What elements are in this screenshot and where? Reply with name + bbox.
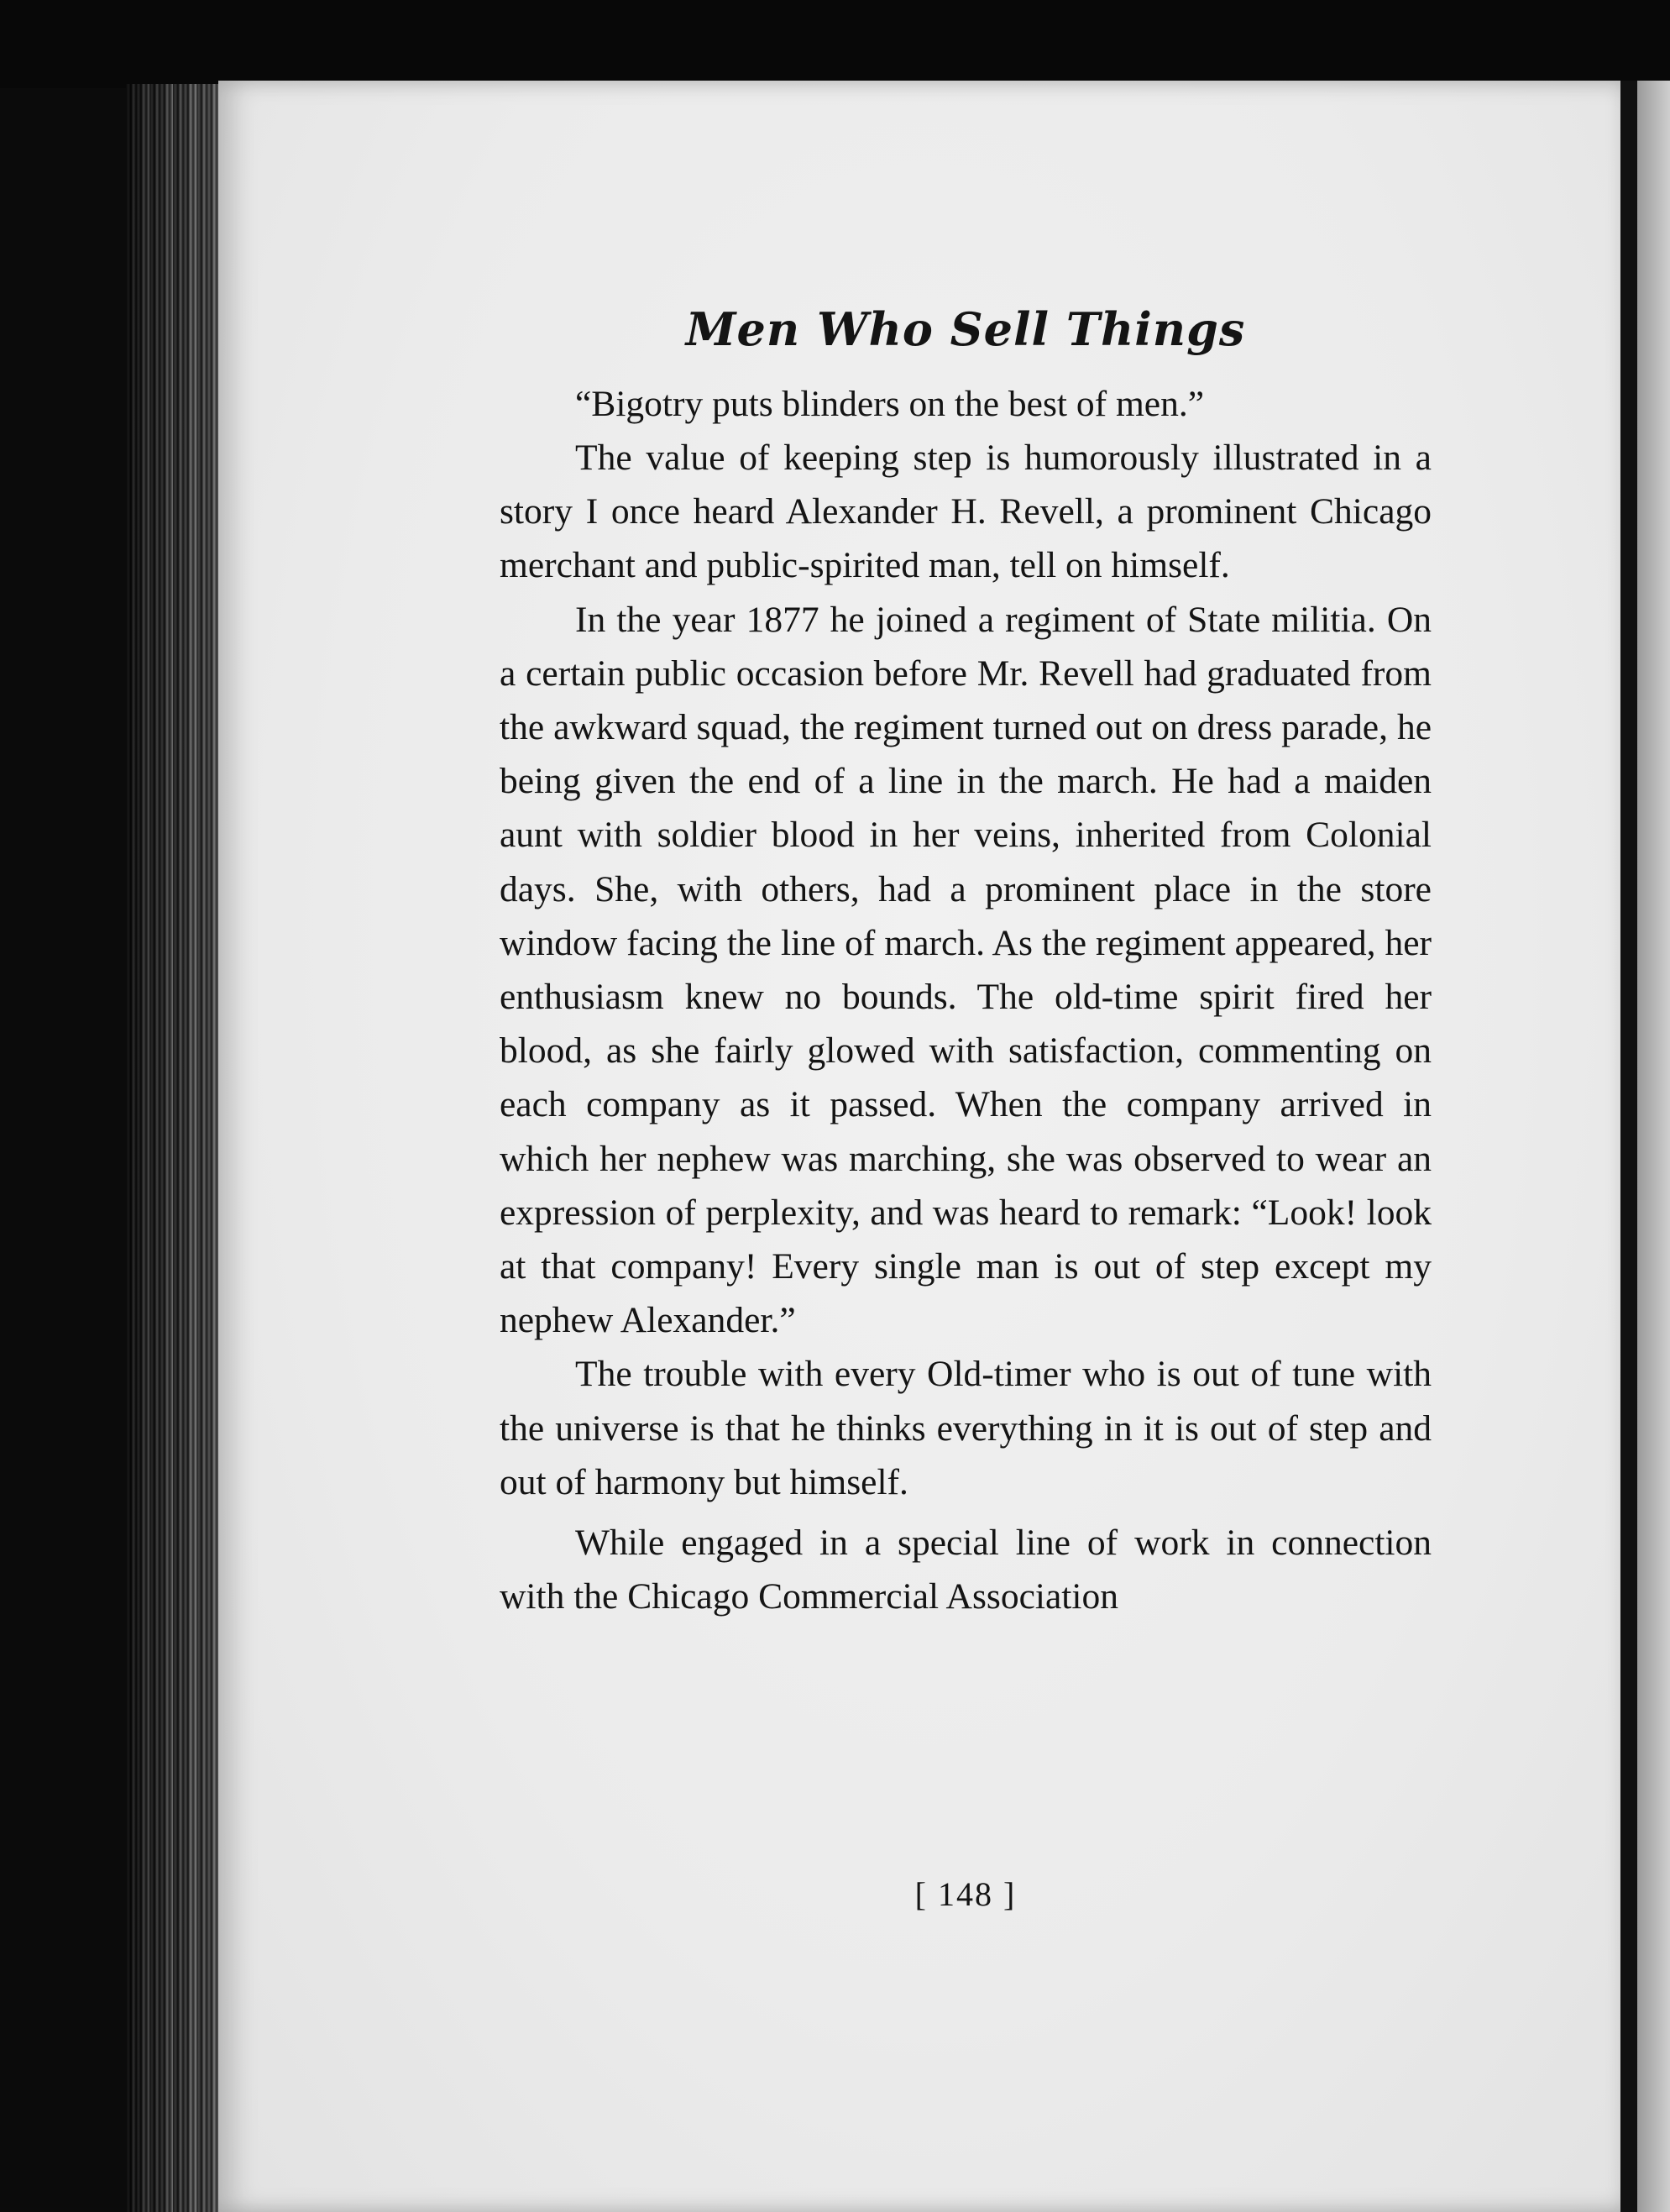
next-page-edge: [1637, 81, 1670, 2212]
paragraph-2: In the year 1877 he joined a regiment of State militia. On a certain public occasion before Mr. Revell had graduated from the awkward squad, the regiment turned out on dress parade, he being given the end of a line in the march. He had a maiden aunt with soldier blood in her veins, inherited from Colonial days. She, with others, had a prominent place in the store window facing the line of march. As the regiment appeared, her enthusiasm knew no bounds. The old-time spirit fired her blood, as she fairly glowed with satisfaction, commenting on each company as it passed. When the company arrived in which her nephew was marching, she was observed to wear an expression of perplexity, and was heard to remark: “Look! look at that company! Every single man is out of step except my nephew Alexander.”: [500, 599, 1432, 1341]
page-number: [ 148 ]: [914, 1875, 1017, 1913]
paragraph-1: The value of keeping step is humorously illustrated in a story I once heard Alexander H. Revell, a prominent Chicago merchant and public-spirited man, tell on himself.: [500, 438, 1432, 586]
running-head: Men Who Sell Things: [685, 302, 1246, 356]
page-text-block: [500, 302, 1432, 1623]
book-gutter: [1620, 81, 1637, 2212]
paragraph-4: While engaged in a special line of work in connection with the Chicago Commercial Association: [500, 1523, 1432, 1617]
scan-top-border: [0, 0, 1670, 88]
paragraph-quote: “Bigotry puts blinders on the best of men.”: [575, 383, 1205, 424]
paragraph-3: The trouble with every Old-timer who is out of tune with the universe is that he thinks everything in it is out of step and out of harmony but himself.: [500, 1354, 1432, 1502]
